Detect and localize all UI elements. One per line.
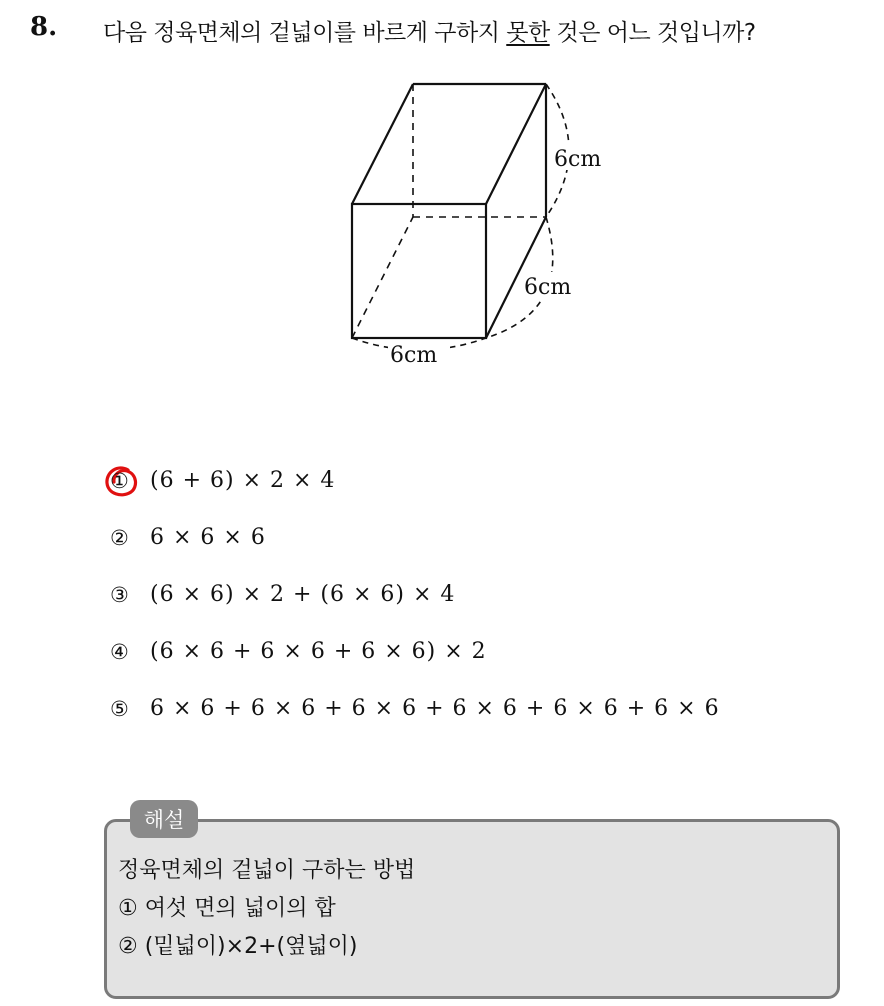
choice-3[interactable] xyxy=(110,566,720,623)
question-text xyxy=(103,14,756,47)
explanation-tab: 해설 xyxy=(130,800,198,838)
choice-1-number: ① xyxy=(110,469,150,493)
question-text-before: 다음 정육면체의 겉넓이를 바르게 구하지 xyxy=(103,20,507,46)
label-height: 6cm xyxy=(554,147,602,172)
label-depth: 6cm xyxy=(524,275,572,300)
cube-edge-top-left xyxy=(352,84,413,204)
choice-3-number: ③ xyxy=(110,582,129,607)
question-text-underlined: 못한 xyxy=(506,20,550,46)
question-text-after: 것은 어느 것입니까? xyxy=(549,20,756,46)
choice-5[interactable] xyxy=(110,680,720,737)
answer-choices xyxy=(110,452,720,737)
choice-4[interactable] xyxy=(110,623,720,680)
cube-edge-top-right xyxy=(486,84,546,204)
label-width: 6cm xyxy=(390,343,438,368)
choice-2-expression: 6 × 6 × 6 xyxy=(150,525,266,550)
choice-1[interactable] xyxy=(110,452,720,509)
choice-1-expression: (6 + 6) × 2 × 4 xyxy=(150,468,336,493)
choice-3-expression: (6 × 6) × 2 + (6 × 6) × 4 xyxy=(150,582,456,607)
choice-4-number: ④ xyxy=(110,639,129,664)
choice-4-expression: (6 × 6 + 6 × 6 + 6 × 6) × 2 xyxy=(150,639,487,664)
question-number: 8. xyxy=(30,12,58,42)
cube-figure xyxy=(330,70,630,380)
cube-front-face xyxy=(352,204,486,338)
choice-2[interactable] xyxy=(110,509,720,566)
choice-2-number: ② xyxy=(110,525,129,550)
explanation-line-3: ② (밑넓이)×2+(옆넓이) xyxy=(118,934,358,959)
explanation-content xyxy=(118,852,415,966)
explanation-line-1: 정육면체의 겉넓이 구하는 방법 xyxy=(118,858,416,883)
choice-5-expression: 6 × 6 + 6 × 6 + 6 × 6 + 6 × 6 + 6 × 6 + 6 × 6 xyxy=(150,696,720,721)
cube-hidden-edge-depth xyxy=(352,217,413,338)
choice-5-number: ⑤ xyxy=(110,696,129,721)
cube-drawing xyxy=(330,70,630,380)
explanation-line-2: ① 여섯 면의 넓이의 합 xyxy=(118,896,336,921)
